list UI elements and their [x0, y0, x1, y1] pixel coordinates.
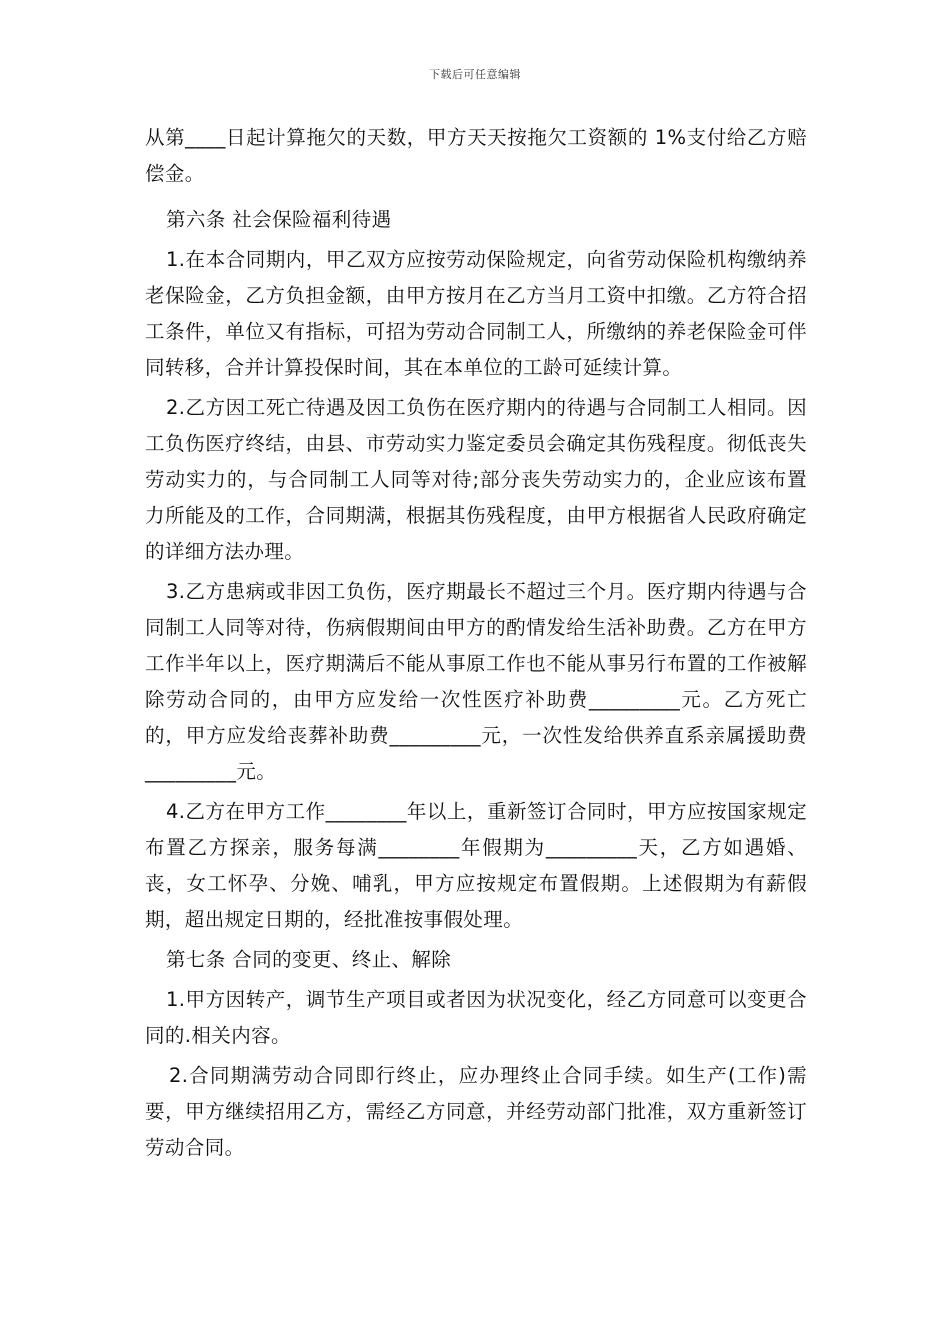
document-body: [145, 120, 807, 1170]
clause-6-1: 1.在本合同期内，甲乙双方应按劳动保险规定，向省劳动保险机构缴纳养老保险金，乙方负担金额，由甲方按月在乙方当月工资中扣缴。乙方符合招工条件，单位又有指标，可招为劳动合同制工人，所缴纳的养老保险金可伴同转移，合并计算投保时间，其在本单位的工龄可延续计算。: [145, 248, 807, 379]
clause-6-2: 2.乙方因工死亡待遇及因工负伤在医疗期内的待遇与合同制工人相同。因工负伤医疗终结，由县、市劳动实力鉴定委员会确定其伤残程度。彻低丧失劳动实力的，与合同制工人同等对待;部分丧失劳动实力的，企业应该布置力所能及的工作，合同期满，根据其伤残程度，由甲方根据省人民政府确定的详细方法办理。: [145, 396, 807, 563]
paragraph-compensation: 从第____日起计算拖欠的天数，甲方天天按拖欠工资额的 1%支付给乙方赔偿金。: [145, 126, 807, 185]
page-header: 下载后可任意编辑: [429, 68, 521, 81]
clause-6-4: 4.乙方在甲方工作________年以上，重新签订合同时，甲方应按国家规定布置乙方探亲，服务每满________年假期为_________天，乙方如遇婚、丧，女工怀孕、分娩、哺乳，甲方应按规定布置假期。上述假期为有薪假期，超出规定日期的，经批准按事假处理。: [145, 800, 807, 931]
clause-6-3: 3.乙方患病或非因工负伤，医疗期最长不超过三个月。医疗期内待遇与合同制工人同等对待，伤病假期间由甲方的酌情发给生活补助费。乙方在甲方工作半年以上，医疗期满后不能从事原工作也不能从事另行布置的工作被解除劳动合同的，由甲方应发给一次性医疗补助费_________元。乙方死亡的，甲方应发给丧葬补助费_________元，一次性发给供养直系亲属援助费_________元。: [145, 580, 807, 783]
clause-7-2: 2.合同期满劳动合同即行终止，应办理终止合同手续。如生产(工作)需要，甲方继续招用乙方，需经乙方同意，并经劳动部门批准，双方重新签订劳动合同。: [145, 1064, 807, 1159]
section-heading-7: 第七条 合同的变更、终止、解除: [166, 948, 452, 971]
section-heading-6: 第六条 社会保险福利待遇: [166, 208, 392, 231]
clause-7-1: 1.甲方因转产，调节生产项目或者因为状况变化，经乙方同意可以变更合同的.相关内容。: [145, 988, 807, 1047]
